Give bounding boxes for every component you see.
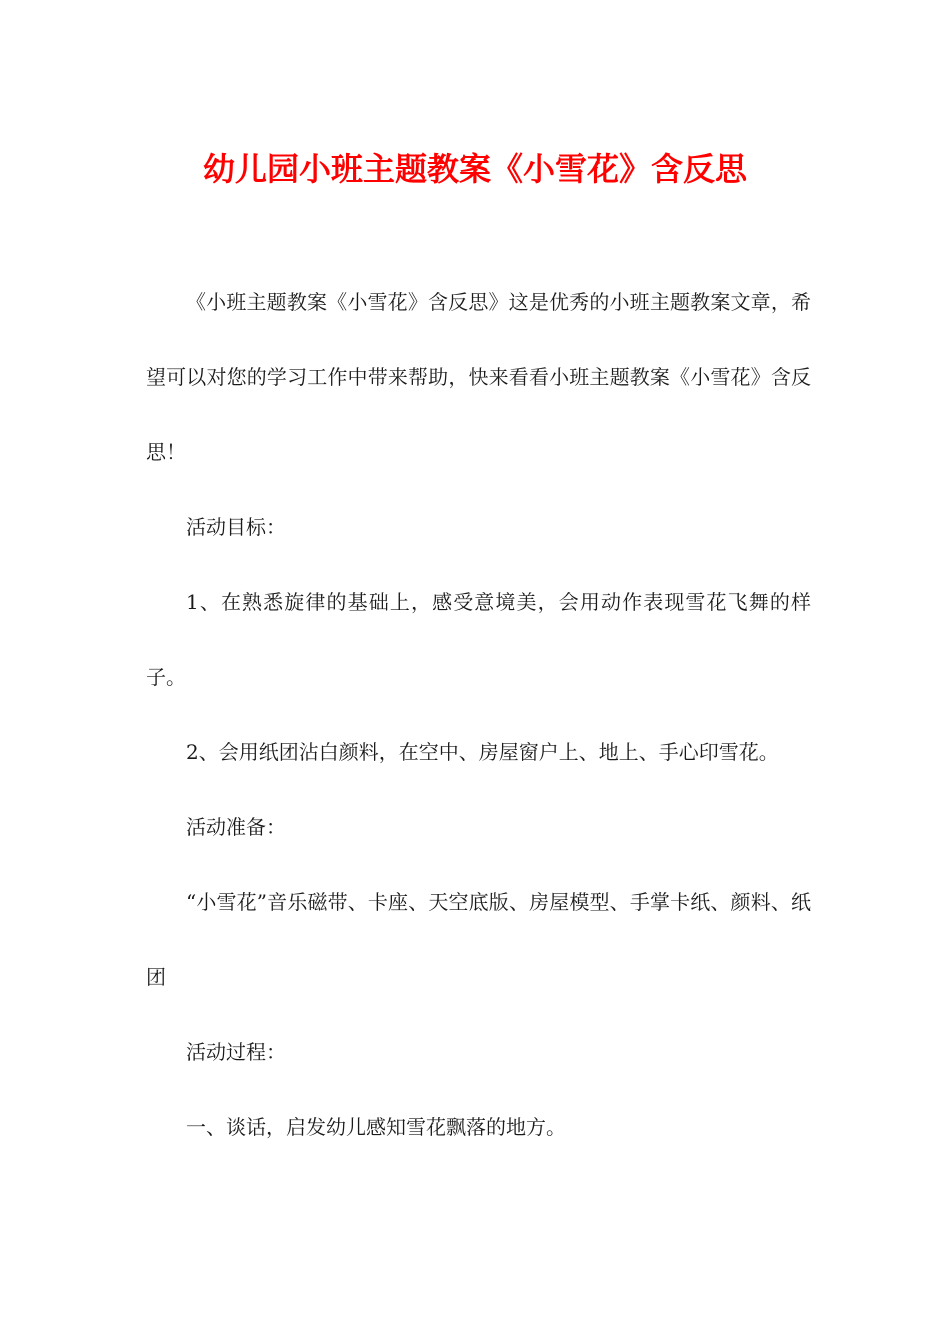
paragraph-goal-1: 1、在熟悉旋律的基础上，感受意境美，会用动作表现雪花飞舞的样子。 [146, 590, 811, 689]
document-body [146, 265, 811, 1165]
paragraph-materials: “小雪花”音乐磁带、卡座、天空底版、房屋模型、手掌卡纸、颜料、纸团 [146, 890, 811, 989]
paragraph-intro: 《小班主题教案《小雪花》含反思》这是优秀的小班主题教案文章，希望可以对您的学习工作中带来帮助，快来看看小班主题教案《小雪花》含反思！ [146, 290, 811, 464]
heading-activity-preparation: 活动准备： [186, 815, 286, 839]
paragraph-step-1: 一、谈话，启发幼儿感知雪花飘落的地方。 [186, 1115, 566, 1139]
heading-activity-goals: 活动目标： [186, 515, 286, 539]
document-title: 幼儿园小班主题教案《小雪花》含反思 [202, 150, 747, 188]
paragraph-goal-2: 2、会用纸团沾白颜料，在空中、房屋窗户上、地上、手心印雪花。 [186, 740, 779, 764]
heading-activity-process: 活动过程： [186, 1040, 286, 1064]
